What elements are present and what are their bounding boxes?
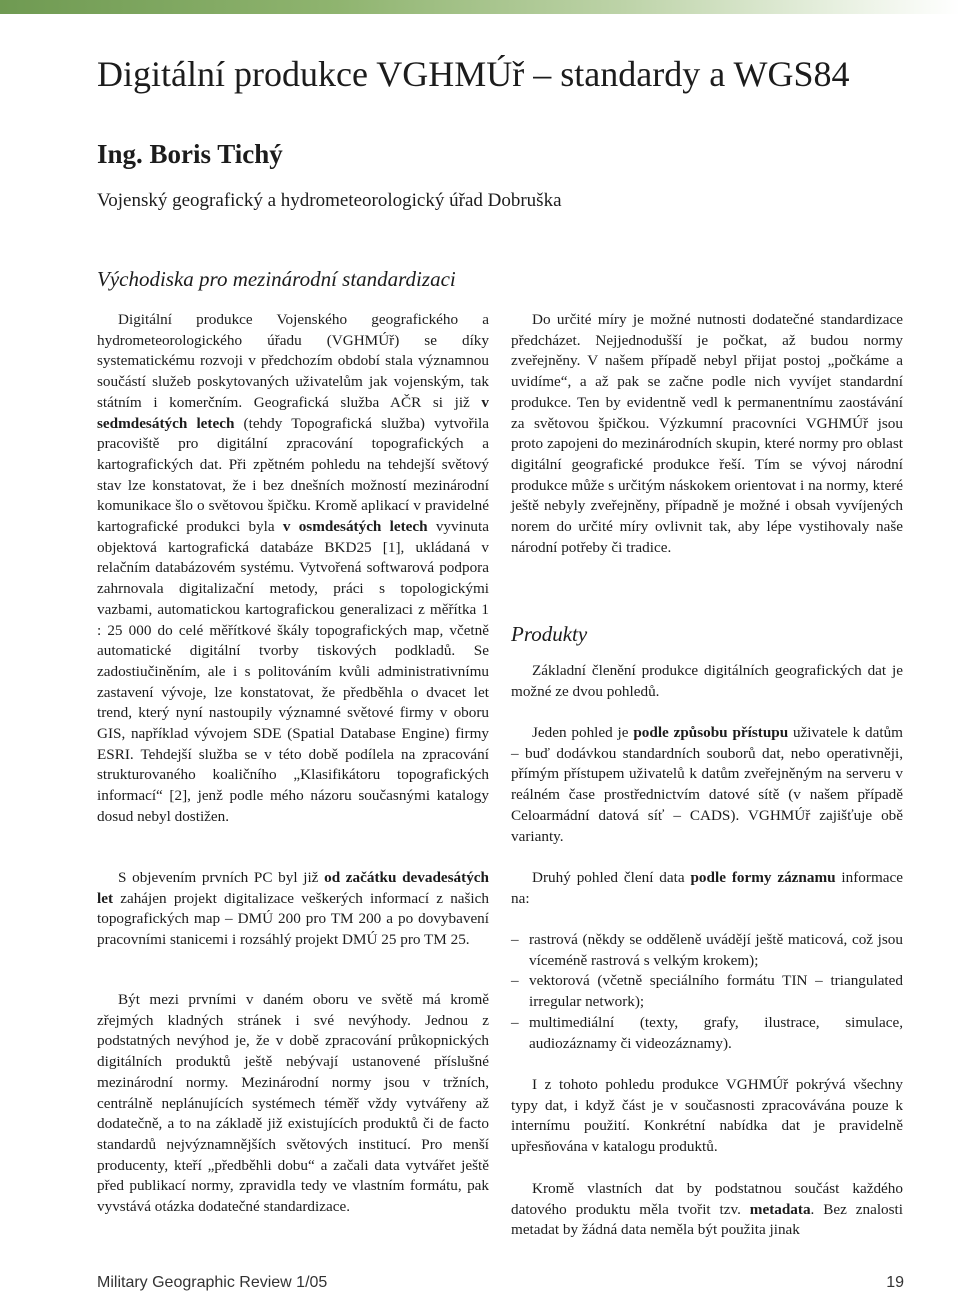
list-item: – vektorová (včetně speciálního formátu TIN – triangulated irregular network); <box>511 971 903 1012</box>
list-item: – rastrová (někdy se odděleně uvádějí ještě maticová, což jsou víceméně rastrová s velkým krokem); <box>511 930 903 971</box>
section-heading-products: Produkty <box>511 622 588 646</box>
section-heading-standardization: Východiska pro mezinárodní standardizaci <box>97 267 456 291</box>
paragraph-intro: Digitální produkce Vojenského geografického a hydrometeorologického úřadu (VGHMÚř) se díky systematickému rozvoji v předchozím období stala významnou součástí služeb poskytovaných uživatelům jak vojenským, tak státním i komerčním. Geografická služba AČR si již v sedmdesátých letech (tehdy Topografická služba) vytvořila pracoviště pro digitální zpracování topografických a kartografických dat. Při zpětném pohledu na tehdejší světový stav lze konstatovat, že i bez dnešních možností mezinárodní komunikace šlo o světovou špičku. Kromě aplikací v pravidelné kartografické produkci byla v osmdesátých letech vyvinuta objektová kartografická databáze BKD25 [1], ukládaná v relačním databázovém systému. Vytvořená softwarová podpora zahrnovala digitalizační metody, práci s topologickými vazbami, automatickou kartografickou generalizaci z měřítka 1 : 25 000 do celé měřítkové škály topografických map, včetně automatické digitální tvorby tiskových podkladů. Se zadostiučiněním, ale i s politováním kvůli administrativnímu zastavení vývoje, lze konstatovat, že předběhla o dvacet let trend, který nyní nastoupily významné světové firmy v oboru GIS, například vývojem SDE (Spatial Database Engine) firmy ESRI. Tehdejší služba se v této době podílela na zpracování strukturovaného koaličního „Klasifikátoru topografických informací“ [2], jenž podle mého názoru současnými katalogy dosud nebyl dostižen. <box>97 311 489 825</box>
article-title: Digitální produkce VGHMÚř – standardy a WGS84 <box>97 54 850 94</box>
paragraph-access-view: Jeden pohled je podle způsobu přístupu uživatele k datům – buď dodávkou standardních souborů dat, nebo operativněji, přímým přístupem uživatelů k datům zveřejněným na serveru v reálném čase prostřednictvím datové sítě (v našem případě Celoarmádní datová síť – CADS). VGHMÚř zajišťuje obě varianty. <box>511 724 903 845</box>
footer-journal-name: Military Geographic Review 1/05 <box>97 1274 328 1291</box>
paragraph-data-coverage: I z tohoto pohledu produkce VGHMÚř pokrývá všechny typy dat, i když část je v současnosti zpracovávána pouze k internímu použití. Konkrétní nabídka dat je pravidelně upřesňována v katalogu produktů. <box>511 1076 903 1156</box>
paragraph-record-form-view: Druhý pohled člení data podle formy záznamu informace na: <box>511 869 903 907</box>
paragraph-metadata: Kromě vlastních dat by podstatnou součást každého datového produktu měla tvořit tzv. metadata. Bez znalosti metadat by žádná data neměla být použita jinak <box>511 1180 903 1239</box>
paragraph-preemptive-standardization: Do určité míry je možné nutnosti dodatečné standardizace předcházet. Nejjednodušší je počkat, až budou normy zveřejněny. V našem případě nebyl přijat postoj „počkáme a uvidíme“, a až pak se začne podle nich vyvíjet standardní produkce. Ten by evidentně vedl k permanentnímu zaostávání za světovou špičkou. Výzkumní pracovníci VGHMÚř jsou proto zapojeni do mezinárodních skupin, které normy pro oblast digitální geografické produkce řeší. Tím se vývoj národní produkce může s určitým náskokem orientovat i na normy, které ještě nebyly zveřejněny, případně je možné i obsah vyvíjených norem do určité míry ovlivnit tak, aby lépe vystihovaly naše národní potřeby či tradice. <box>511 311 903 556</box>
header-color-bar <box>0 0 960 14</box>
list-item: – multimediální (texty, grafy, ilustrace, simulace, audiozáznamy či videozáznamy). <box>511 1013 903 1054</box>
paragraph-product-division: Základní členění produkce digitálních geografických dat je možné ze dvou pohledů. <box>511 662 903 700</box>
author-affiliation: Vojenský geografický a hydrometeorologický úřad Dobruška <box>97 190 562 211</box>
footer-page-number: 19 <box>886 1274 904 1291</box>
data-forms-list <box>511 930 903 1054</box>
author-name: Ing. Boris Tichý <box>97 139 283 169</box>
paragraph-first-in-field: Být mezi prvními v daném oboru ve světě má kromě zřejmých kladných stránek i své nevýhody. Jednou z podstatných nevýhod je, že v době zpracování průkopnických digitálních produktů ještě nebývají ustanovené příslušné mezinárodní normy. Mezinárodní normy jsou v tržních, centrálně neplánujících systémech téměř vždy vytvářeny až dodatečně, a to na základě již existujících produktů či de facto standardů nejvýznamnějších světových institucí. Pro menší producenty, kteří „předběhli dobu“ a začali data vytvářet ještě před publikací normy, zpravidla tedy ve vlastním formátu, pak vyvstává otázka dodatečné standardizace. <box>97 991 489 1216</box>
paragraph-pc-era: S objevením prvních PC byl již od začátku devadesátých let zahájen projekt digitalizace veškerých informací z našich topografických map – DMÚ 200 pro TM 200 a po dovybavení pracovními stanicemi i rozsáhlý projekt DMÚ 25 pro TM 25. <box>97 869 489 949</box>
